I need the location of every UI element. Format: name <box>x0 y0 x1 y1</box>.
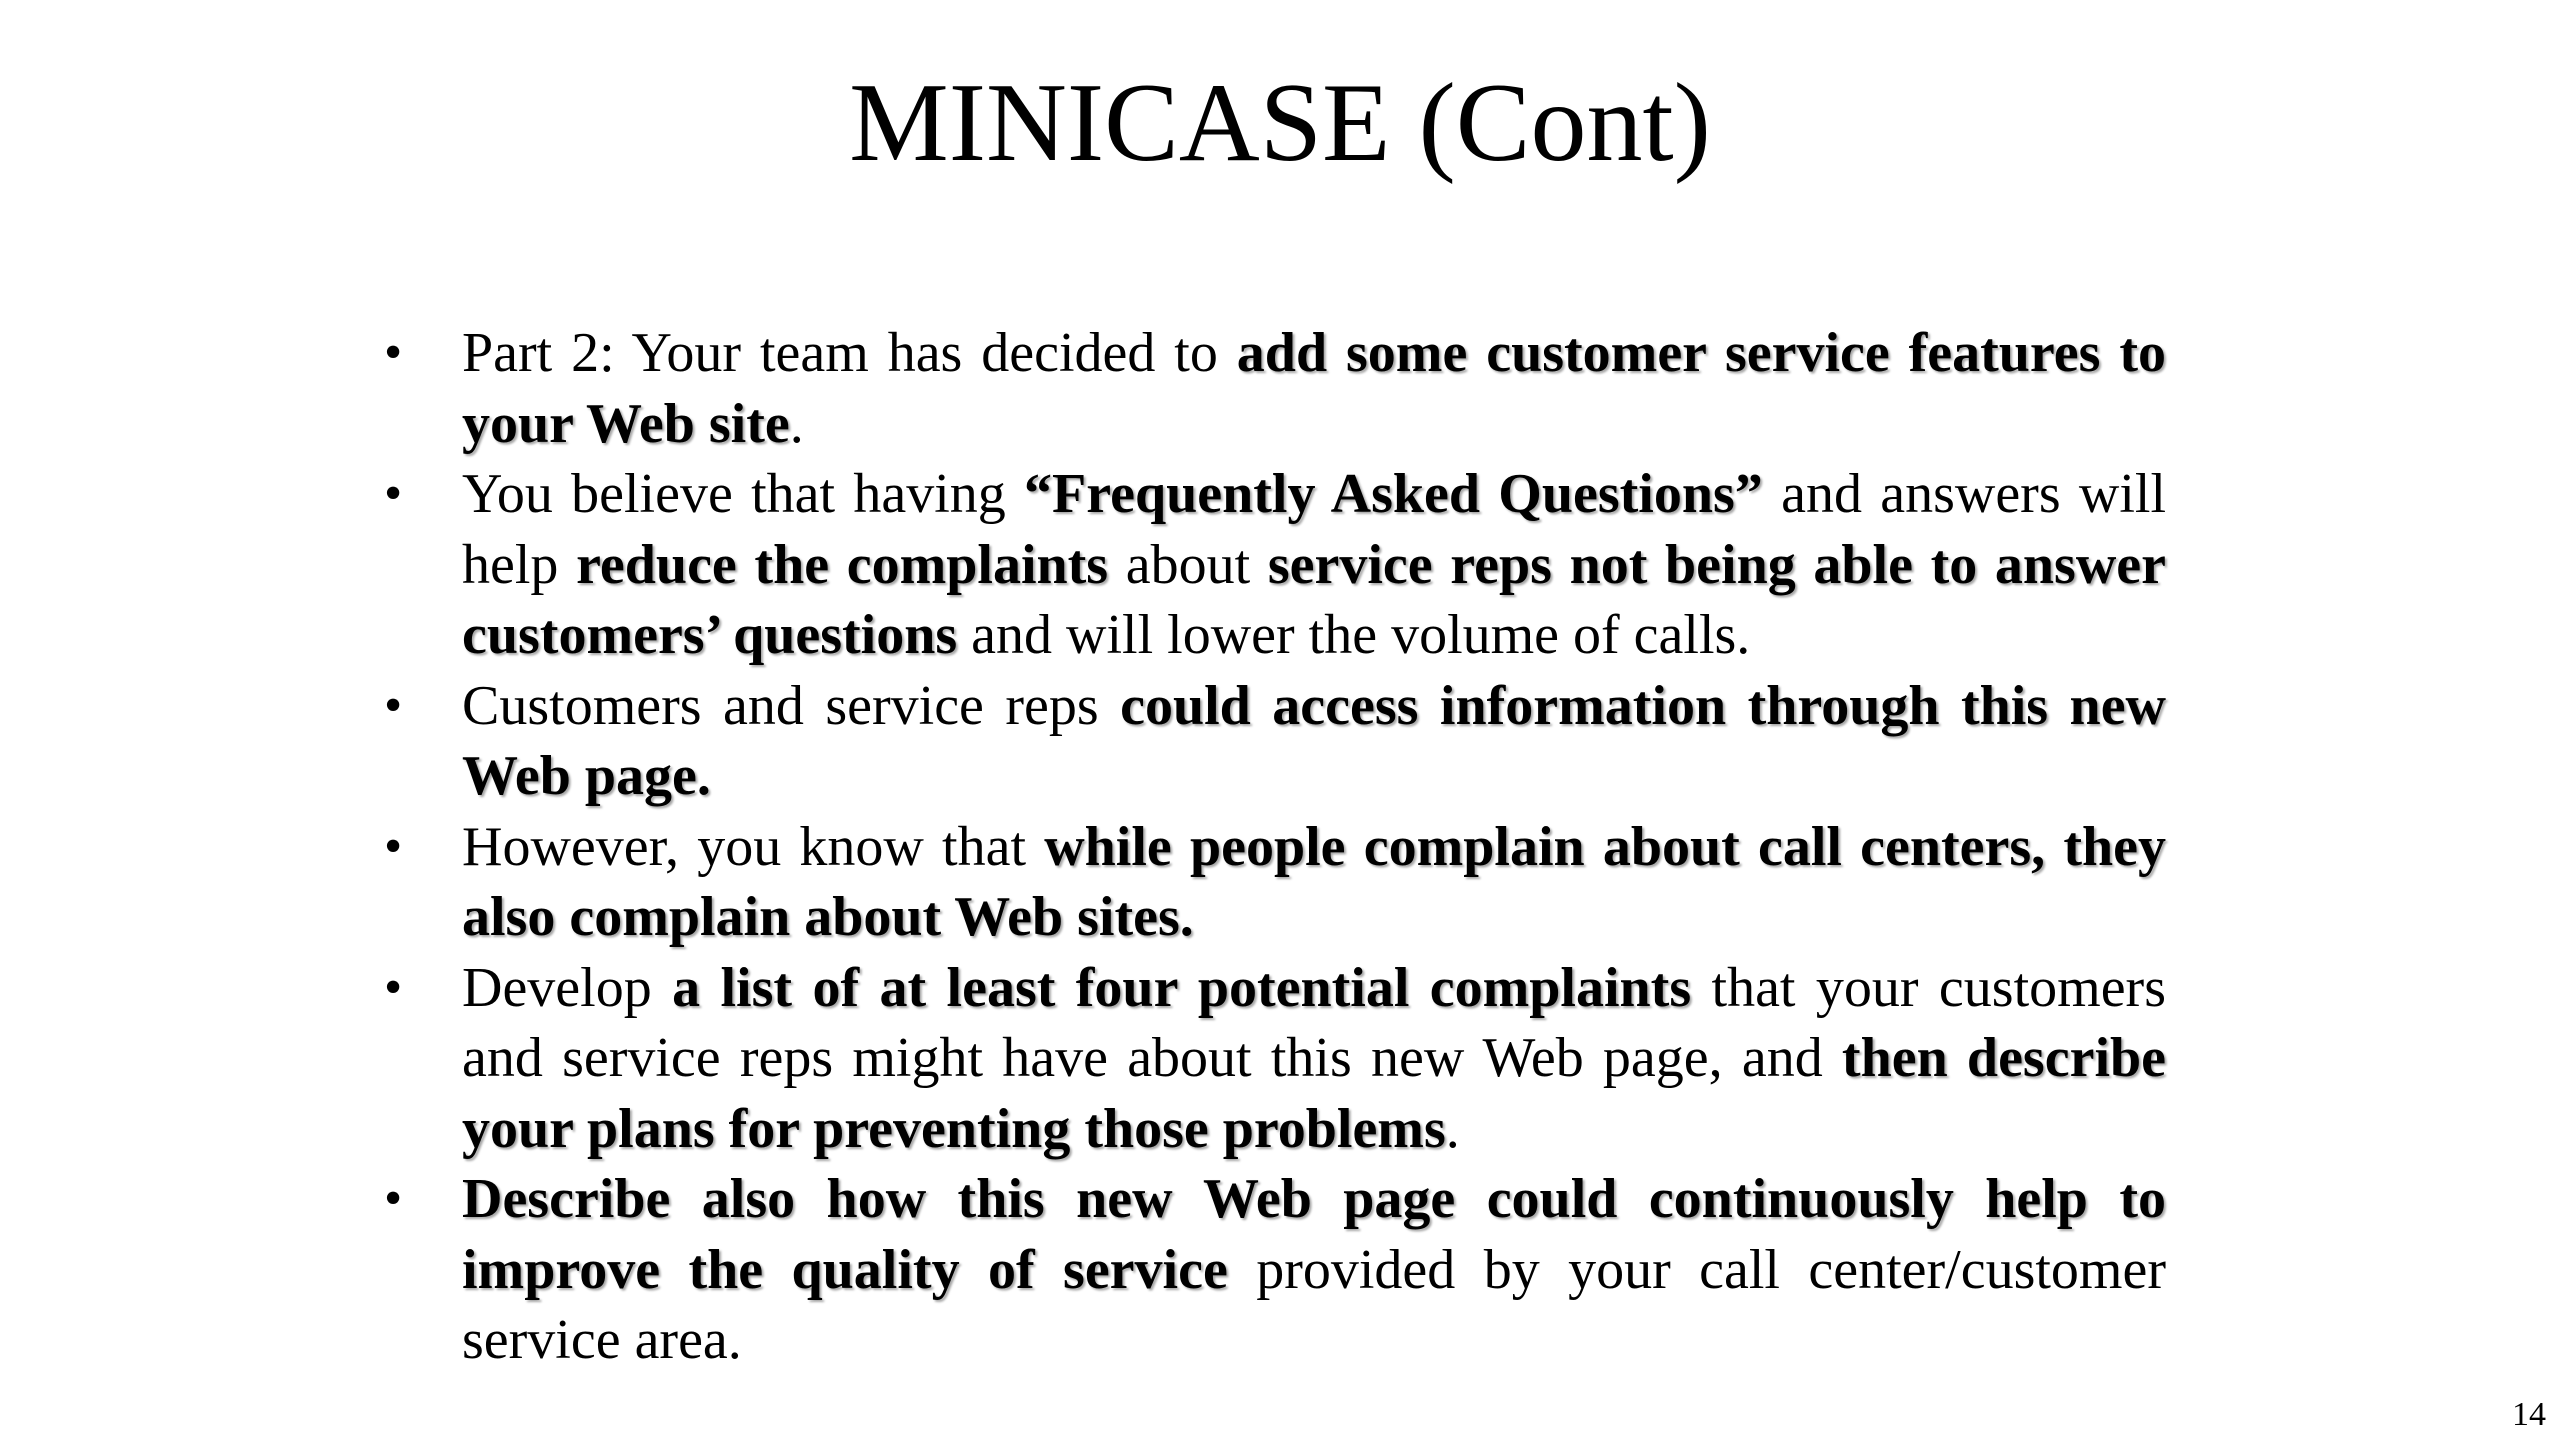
bullet-text-emphasis: add some customer service features to your Web site <box>462 322 2166 455</box>
bullet-item <box>378 671 2166 812</box>
slide-title: MINICASE (Cont) <box>849 61 1711 185</box>
bullet-text-emphasis: a list of at least four potential complaints <box>672 956 1692 1019</box>
bullet-text-emphasis: reduce the complaints <box>576 533 1109 596</box>
bullet-item <box>378 459 2166 671</box>
bullet-text: Develop <box>462 956 673 1019</box>
bullet-text: provided by your call center/customer service area. <box>462 1238 2166 1371</box>
bullet-dot-icon: • <box>384 676 403 734</box>
bullet-text-emphasis: could access information through this new Web page. <box>462 674 2166 807</box>
bullet-item <box>378 1164 2166 1376</box>
bullet-text: that your customers and service reps might have about this new Web page, and <box>462 956 2166 1089</box>
bullet-dot-icon: • <box>384 324 403 381</box>
bullet-text: Part 2: Your team has decided to <box>462 322 1237 384</box>
bullet-text: . <box>789 392 804 455</box>
bullet-text: and will lower the volume of calls. <box>957 604 1751 666</box>
bullet-text-emphasis: then describe your plans for preventing those problems <box>462 1027 2166 1160</box>
bullet-text: Customers and service reps <box>462 674 1121 737</box>
bullet-text: . <box>1445 1097 1460 1160</box>
bullet-text-emphasis: “Frequently Asked Questions” <box>1024 463 1763 525</box>
bullet-dot-icon: • <box>384 465 403 522</box>
bullet-item <box>378 812 2166 953</box>
bullet-text-emphasis: while people complain about call centers, they also complain about Web sites. <box>462 815 2167 948</box>
bullet-item <box>378 318 2166 459</box>
bullet-text-emphasis: Describe also how this new Web page could continuously help to improve the quality of service <box>462 1168 2166 1301</box>
page-number: 14 <box>2512 1396 2546 1433</box>
bullet-text: and answers will help <box>462 463 2167 596</box>
bullet-text: about <box>1108 533 1268 596</box>
bullet-list <box>378 318 2166 1376</box>
bullet-dot-icon: • <box>384 1170 403 1227</box>
bullet-dot-icon: • <box>384 817 403 875</box>
bullet-item <box>378 953 2166 1165</box>
bullet-text-emphasis: service reps not being able to answer customers’ questions <box>462 533 2167 666</box>
bullet-dot-icon: • <box>384 958 403 1016</box>
bullet-text: You believe that having <box>462 463 1025 525</box>
bullet-text: However, you know that <box>462 815 1045 878</box>
